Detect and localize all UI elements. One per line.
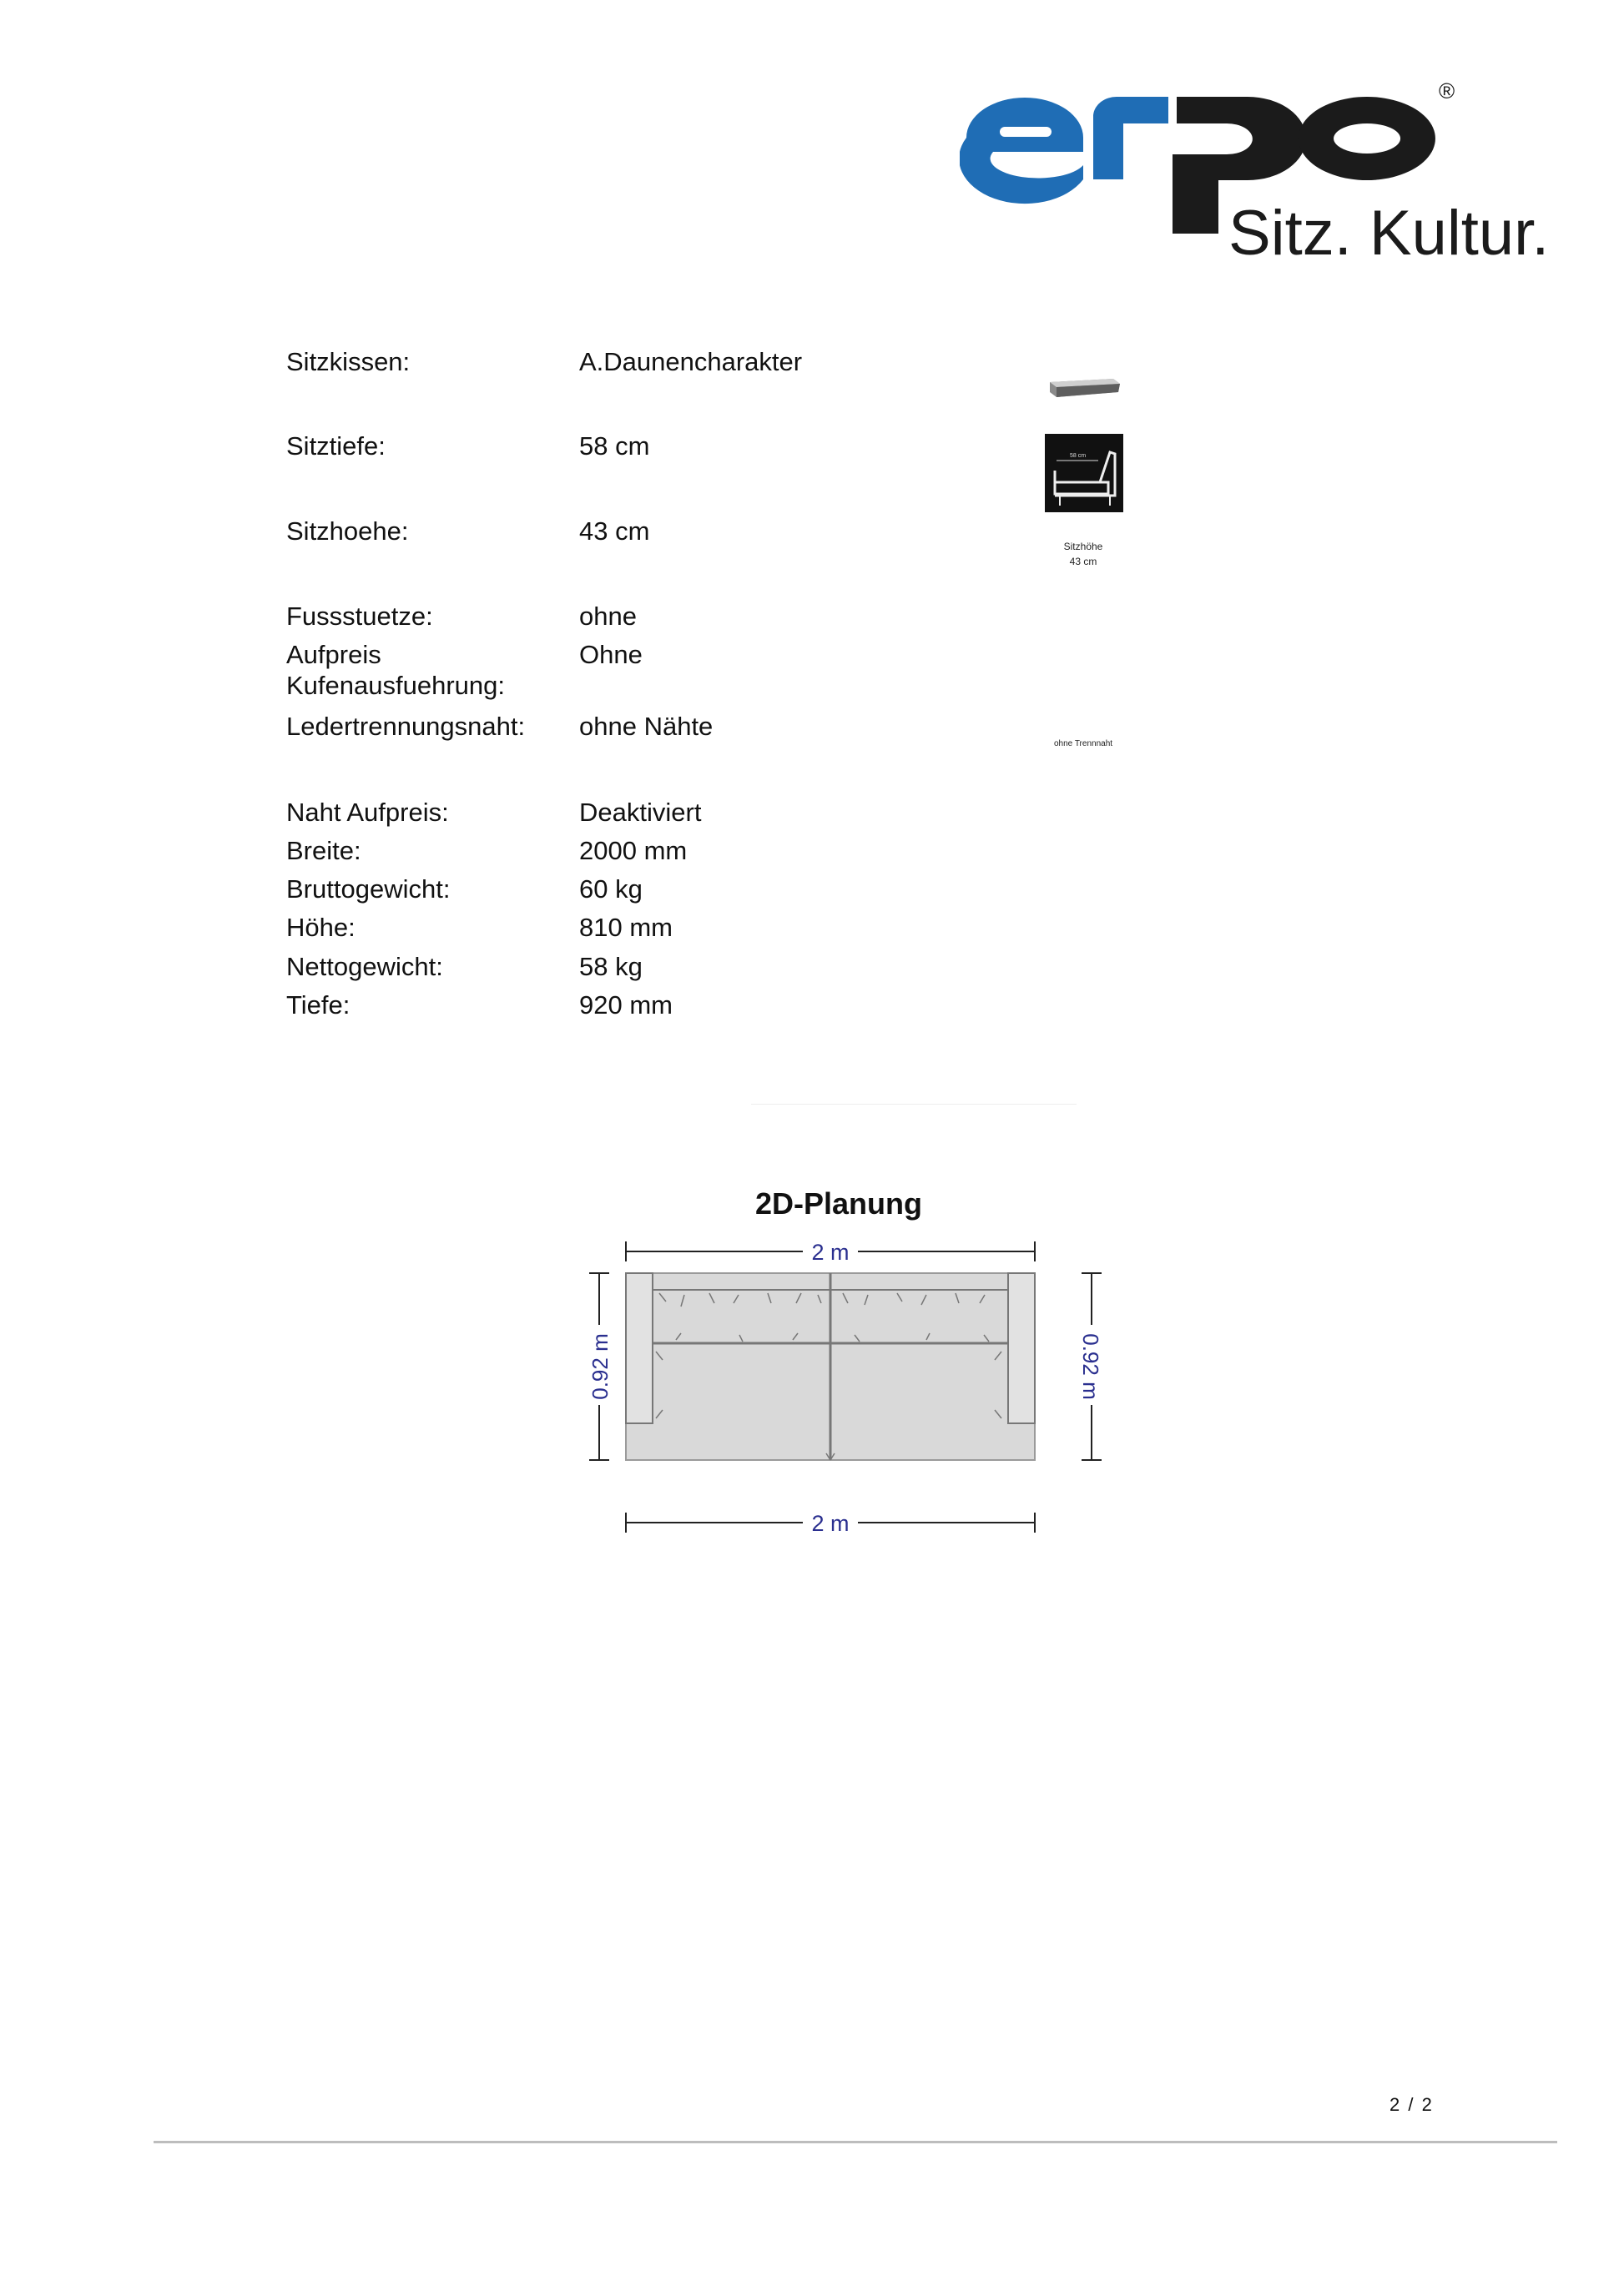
erpo-logo	[960, 75, 1561, 275]
seat-height-caption-title: Sitzhöhe	[1063, 541, 1103, 552]
footer-divider	[154, 2141, 1557, 2143]
spec-label: Naht Aufpreis:	[286, 798, 449, 827]
logo-slogan: Sitz. Kultur.	[1228, 198, 1550, 269]
cushion-thumbnail	[1047, 374, 1122, 402]
plan-title: 2D-Planung	[754, 1186, 922, 1221]
seat-height-caption	[1033, 539, 1133, 569]
seam-caption: ohne Trennnaht	[1053, 739, 1113, 748]
plan-width-bottom-label: 2 m	[811, 1511, 850, 1536]
spec-label: Bruttogewicht:	[286, 874, 451, 904]
spec-value: 60 kg	[579, 874, 643, 904]
spec-value: 43 cm	[579, 516, 650, 546]
spec-label: Ledertrennungsnaht:	[286, 712, 526, 741]
registered-mark: ®	[1439, 78, 1455, 103]
spec-label: Nettogewicht:	[286, 952, 443, 981]
sofa-2d-plan	[576, 1226, 1118, 1552]
plan-depth-left-label: 0.92 m	[588, 1333, 613, 1400]
plan-width-top-label: 2 m	[811, 1240, 850, 1265]
spec-value: A.Daunencharakter	[579, 347, 803, 376]
seat-height-caption-value: 43 cm	[1069, 556, 1097, 567]
spec-label: Fussstuetze:	[286, 602, 433, 631]
spec-label: Aufpreis Kufenausfuehrung:	[286, 640, 505, 700]
spec-value: ohne Nähte	[579, 712, 714, 741]
spec-label: Sitzkissen:	[286, 347, 411, 376]
spec-label: Tiefe:	[286, 990, 351, 1020]
spec-value: Ohne	[579, 640, 643, 669]
spec-value: 58 cm	[579, 431, 650, 461]
seat-depth-thumbnail	[1045, 434, 1123, 512]
spec-label: Höhe:	[286, 913, 356, 942]
seat-depth-thumb-label: 58 cm	[1070, 453, 1087, 459]
spec-label: Sitzhoehe:	[286, 516, 409, 546]
spec-value: 58 kg	[579, 952, 643, 981]
spec-label: Sitztiefe:	[286, 431, 386, 461]
page-number: 2 / 2	[1389, 2094, 1434, 2115]
spec-value: Deaktiviert	[579, 798, 702, 827]
divider	[751, 1104, 1077, 1105]
spec-value: ohne	[579, 602, 637, 631]
spec-value: 2000 mm	[579, 836, 688, 865]
spec-value: 920 mm	[579, 990, 673, 1020]
spec-value: 810 mm	[579, 913, 673, 942]
spec-label: Breite:	[286, 836, 361, 865]
plan-depth-right-label: 0.92 m	[1078, 1333, 1103, 1400]
